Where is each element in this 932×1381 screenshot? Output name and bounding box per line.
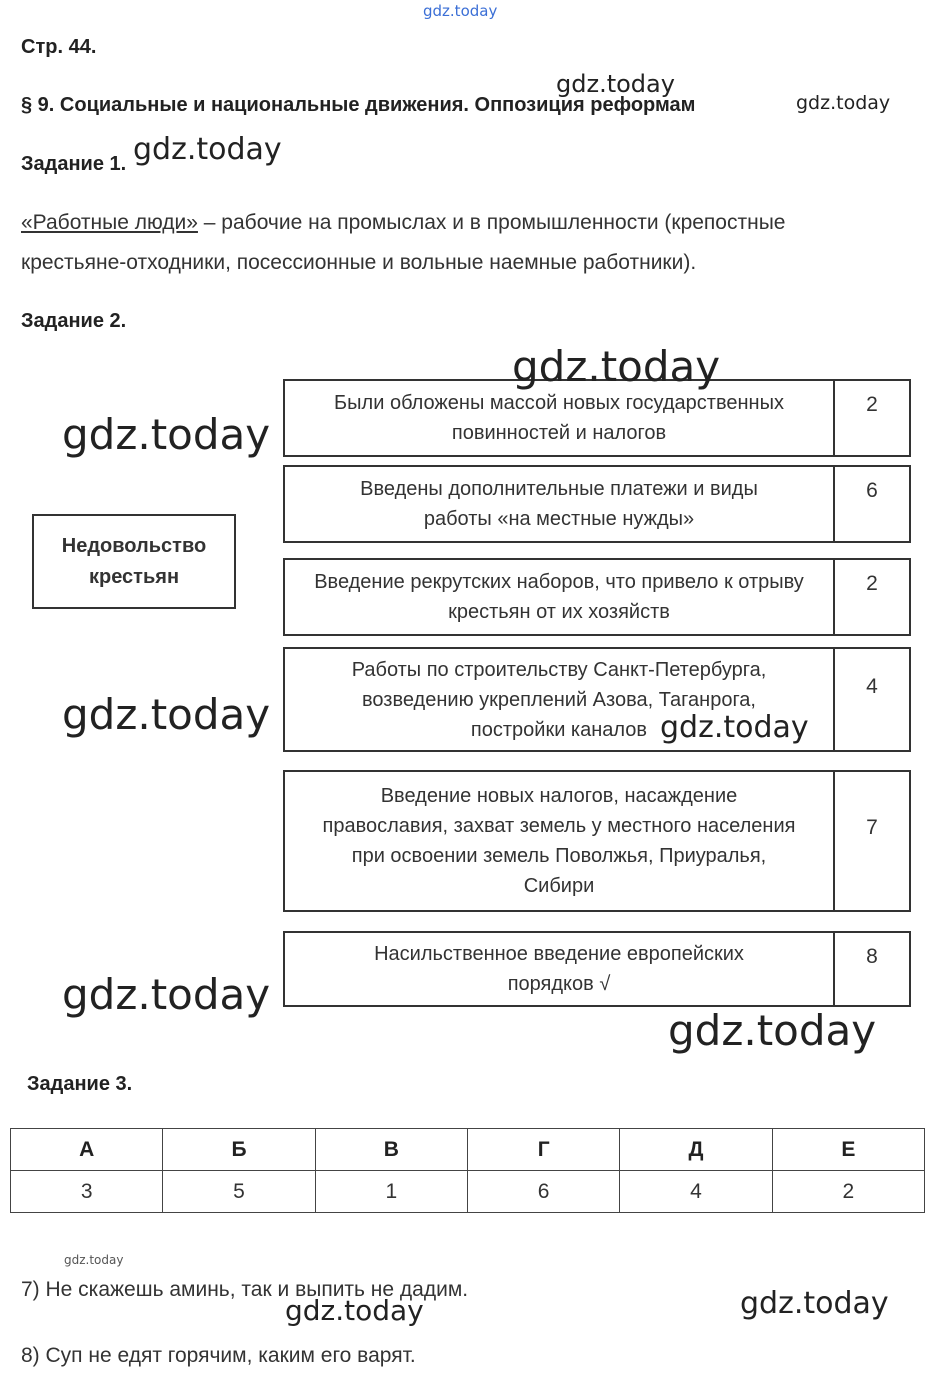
task3-value-cell: 3 [11, 1171, 163, 1213]
task2-heading: Задание 2. [21, 310, 127, 332]
cause-text: Насильственное введение европейских порядков √ [285, 933, 835, 1005]
task3-header-row [11, 1129, 925, 1171]
task1-definition-line2: крестьяне-отходники, посессионные и вольные наемные работники). [21, 251, 697, 274]
cause-text: Были обложены массой новых государственных повинностей и налогов [285, 381, 835, 455]
center-label-box [32, 514, 236, 609]
task3-value-cell: 6 [467, 1171, 619, 1213]
task3-header-cell: В [315, 1129, 467, 1171]
watermark: gdz.today [64, 1253, 124, 1267]
task3-value-row [11, 1171, 925, 1213]
cause-number: 2 [866, 393, 878, 416]
task3-table [10, 1128, 925, 1213]
cause-text: Введены дополнительные платежи и виды работы «на местные нужды» [285, 467, 835, 541]
task1-heading: Задание 1. [21, 153, 127, 175]
watermark: gdz.today [285, 1294, 424, 1327]
task3-header-cell: Д [620, 1129, 772, 1171]
proverb-8: 8) Суп не едят горячим, каким его варят. [21, 1344, 416, 1367]
cause-text: Работы по строительству Санкт-Петербурга, возведению укреплений Азова, Таганрога, постройки каналов [285, 649, 835, 750]
cause-row [283, 465, 911, 543]
task1-definition-text: – рабочие на промыслах и в промышленности (крепостные [197, 211, 786, 234]
cause-number: 6 [866, 479, 878, 502]
task3-value-cell: 1 [315, 1171, 467, 1213]
cause-text: Введение новых налогов, насаждение православия, захват земель у местного населения при освоении земель Поволжья, Приуралья, Сибири [285, 772, 835, 910]
watermark-top: gdz.today [423, 2, 498, 20]
watermark: gdz.today [62, 410, 271, 459]
task1-definition-line1 [21, 203, 785, 243]
task3-heading: Задание 3. [27, 1073, 133, 1095]
watermark: gdz.today [62, 690, 271, 739]
task3-header-cell: А [11, 1129, 163, 1171]
cause-row [283, 558, 911, 636]
section-title: § 9. Социальные и национальные движения. Оппозиция реформам [21, 94, 696, 116]
watermark: gdz.today [668, 1006, 877, 1055]
page-label: Стр. 44. [21, 36, 97, 58]
cause-number: 7 [866, 816, 878, 839]
task3-value-cell: 4 [620, 1171, 772, 1213]
task1-term: «Работные люди» [21, 211, 198, 234]
watermark: gdz.today [740, 1286, 889, 1321]
watermark: gdz.today [62, 970, 271, 1019]
cause-number: 4 [866, 675, 878, 698]
task3-value-cell: 2 [772, 1171, 924, 1213]
task3-header-cell: Б [163, 1129, 315, 1171]
task3-header-cell: Г [467, 1129, 619, 1171]
watermark: gdz.today [556, 70, 675, 98]
cause-row [283, 770, 911, 912]
cause-number: 2 [866, 572, 878, 595]
watermark: gdz.today [133, 132, 282, 167]
center-label: Недовольство крестьян [61, 534, 207, 588]
watermark: gdz.today [796, 92, 891, 114]
task3-header-cell: Е [772, 1129, 924, 1171]
cause-row [283, 931, 911, 1007]
watermark: gdz.today [512, 342, 721, 391]
watermark: gdz.today [660, 710, 809, 745]
proverb-7: 7) Не скажешь аминь, так и выпить не дадим. [21, 1278, 469, 1301]
cause-row [283, 647, 911, 752]
cause-text: Введение рекрутских наборов, что привело к отрыву крестьян от их хозяйств [285, 560, 835, 634]
cause-number: 8 [866, 945, 878, 968]
task3-value-cell: 5 [163, 1171, 315, 1213]
